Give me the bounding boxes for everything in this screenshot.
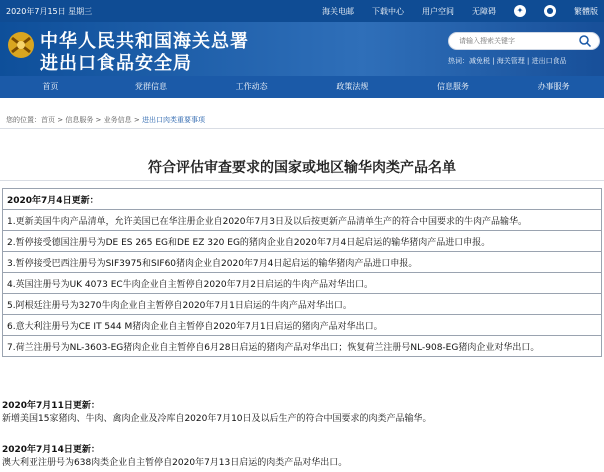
update-table bbox=[2, 188, 602, 357]
section-header: 2020年7月11日更新： bbox=[2, 401, 100, 411]
breadcrumb-current[interactable]: 进出口肉类重要事项 bbox=[141, 116, 205, 124]
nav-info-service[interactable]: 信息服务 bbox=[437, 82, 470, 91]
main-nav bbox=[0, 76, 604, 98]
divider bbox=[0, 180, 604, 181]
wechat-icon[interactable]: ● bbox=[544, 5, 556, 17]
nav-policy[interactable]: 政策法规 bbox=[336, 82, 369, 91]
hot-keywords: 热词：减免税 | 海关管理 | 进出口食品 bbox=[448, 57, 567, 65]
divider bbox=[0, 128, 604, 129]
link-user-space[interactable]: 用户空间 bbox=[422, 6, 454, 16]
weibo-icon[interactable]: ✦ bbox=[514, 5, 526, 17]
link-traditional-chinese[interactable]: 繁體版 bbox=[574, 6, 598, 16]
section-text: 新增美国15家猪肉、牛肉、禽肉企业及冷库自2020年7月10日及以后生产的符合中国要求的肉类产品输华。 bbox=[2, 414, 432, 424]
search-icon[interactable] bbox=[578, 34, 592, 48]
breadcrumb bbox=[6, 115, 205, 125]
table-header: 2020年7月4日更新： bbox=[3, 189, 602, 210]
nav-online-service[interactable]: 办事服务 bbox=[537, 82, 570, 91]
bureau-title: 进出口食品安全局 bbox=[40, 53, 192, 74]
table-row: 2.暂停接受德国注册号为DE ES 265 EG和DE EZ 320 EG的猪肉企业自2020年7月4日起启运的输华猪肉产品进口申报。 bbox=[3, 231, 602, 252]
link-download-center[interactable]: 下载中心 bbox=[372, 6, 404, 16]
table-row: 7.荷兰注册号为NL-3603-EG猪肉企业自主暂停自6月28日启运的猪肉产品对华出口；恢复荷兰注册号NL-908-EG猪肉企业对华出口。 bbox=[3, 336, 602, 357]
nav-party-info[interactable]: 党群信息 bbox=[135, 82, 167, 91]
section-header: 2020年7月14日更新： bbox=[2, 445, 100, 455]
table-row: 5.阿根廷注册号为3270牛肉企业自主暂停自2020年7月1日启运的牛肉产品对华出口。 bbox=[3, 294, 602, 315]
current-date: 2020年7月15日 星期三 bbox=[6, 7, 93, 16]
table-row: 1.更新美国牛肉产品清单，允许美国已在华注册企业自2020年7月3日及以后按更新产品清单生产的符合中国要求的牛肉产品输华。 bbox=[3, 210, 602, 231]
link-customs-email[interactable]: 海关电邮 bbox=[322, 6, 354, 16]
utility-links bbox=[322, 0, 598, 22]
customs-emblem-icon bbox=[6, 30, 36, 60]
table-row: 4.英国注册号为UK 4073 EC牛肉企业自主暂停自2020年7月2日启运的牛肉产品对华出口。 bbox=[3, 273, 602, 294]
agency-title: 中华人民共和国海关总署 bbox=[40, 31, 249, 52]
top-utility-bar bbox=[0, 0, 604, 22]
site-header bbox=[0, 22, 604, 76]
table-row: 6.意大利注册号为CE IT 544 M猪肉企业自主暂停自2020年7月1日启运的猪肉产品对华出口。 bbox=[3, 315, 602, 336]
breadcrumb-path[interactable]: 您的位置：首页 > 信息服务 > 业务信息 > bbox=[6, 116, 142, 124]
page-title: 符合评估审查要求的国家或地区输华肉类产品名单 bbox=[148, 160, 456, 176]
nav-work-news[interactable]: 工作动态 bbox=[235, 82, 268, 91]
link-accessibility[interactable]: 无障碍 bbox=[472, 6, 496, 16]
update-section bbox=[2, 398, 432, 424]
nav-home[interactable]: 首页 bbox=[42, 82, 59, 91]
update-section bbox=[2, 442, 347, 468]
section-text: 澳大利亚注册号为638肉类企业自主暂停自2020年7月13日启运的肉类产品对华出口。 bbox=[2, 458, 348, 468]
table-row: 3.暂停接受巴西注册号为SIF3975和SIF60猪肉企业自2020年7月4日起启运的输华猪肉产品进口申报。 bbox=[3, 252, 602, 273]
